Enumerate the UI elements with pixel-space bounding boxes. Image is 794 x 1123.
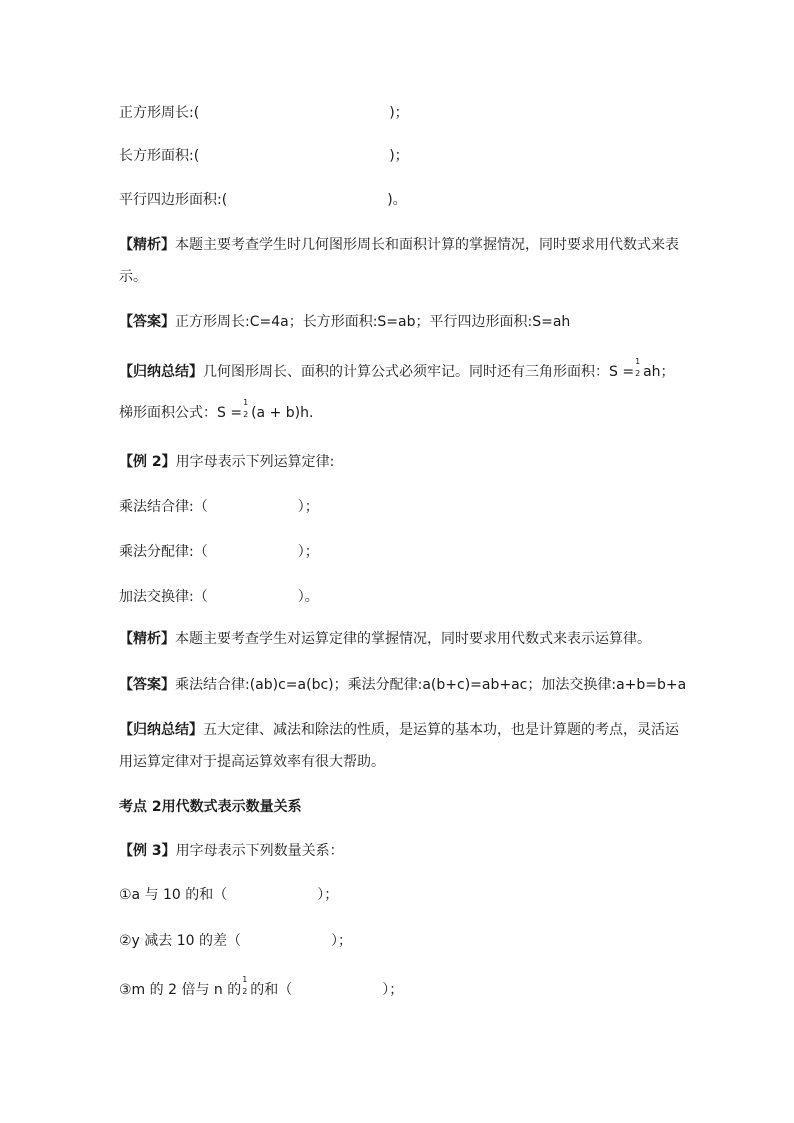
mult-dist-line: 乘法分配律:（ ）； bbox=[119, 544, 319, 560]
add-comm-line: 加法交换律:（ ）。 bbox=[119, 589, 319, 605]
parallelogram-area-line: 平行四边形面积:( )。 bbox=[119, 192, 407, 208]
summary-1-line-1: 【归纳总结】几何图形周长、面积的计算公式必须牢记。同时还有三角形面积：S = 1 2 ah； bbox=[119, 357, 675, 380]
summary-1-line-2: 梯形面积公式：S = 1 2 (a + b)h. bbox=[119, 398, 314, 421]
analysis-1-line-2: 示。 bbox=[119, 269, 147, 285]
analysis-1-line-1: 【精析】本题主要考查学生时几何图形周长和面积计算的掌握情况，同时要求用代数式来表 bbox=[119, 237, 679, 253]
triangle-fraction: 1 2 bbox=[635, 357, 641, 378]
example-3-heading: 【例 3】用字母表示下列数量关系： bbox=[119, 843, 344, 859]
summary-2-line-1: 【归纳总结】五大定律、减法和除法的性质，是运算的基本功，也是计算题的考点，灵活运 bbox=[119, 722, 679, 738]
half-fraction: 1 2 bbox=[242, 975, 248, 996]
section-heading: 考点 2用代数式表示数量关系 bbox=[119, 799, 302, 815]
question-3-line: ③m 的 2 倍与 n 的 1 2 的和（ ）； bbox=[119, 975, 404, 998]
summary-2-line-2: 用运算定律对于提高运算效率有很大帮助。 bbox=[119, 754, 385, 770]
question-2-line: ②y 减去 10 的差（ ）； bbox=[119, 933, 353, 949]
analysis-2: 【精析】本题主要考查学生对运算定律的掌握情况，同时要求用代数式来表示运算律。 bbox=[119, 631, 651, 647]
square-perimeter-line: 正方形周长:( )； bbox=[119, 105, 409, 121]
example-2-heading: 【例 2】用字母表示下列运算定律: bbox=[119, 454, 335, 470]
answer-1: 【答案】正方形周长:C=4a；长方形面积:S=ab；平行四边形面积:S=ah bbox=[119, 314, 571, 330]
answer-2: 【答案】乘法结合律:(ab)c=a(bc)；乘法分配律:a(b+c)=ab+ac；加法交换律:a+b=b+a bbox=[119, 677, 687, 693]
rectangle-area-line: 长方形面积:( )； bbox=[119, 148, 409, 164]
trapezoid-fraction: 1 2 bbox=[243, 398, 249, 419]
mult-assoc-line: 乘法结合律:（ ）； bbox=[119, 499, 319, 515]
question-1-line: ①a 与 10 的和（ ）； bbox=[119, 887, 339, 903]
